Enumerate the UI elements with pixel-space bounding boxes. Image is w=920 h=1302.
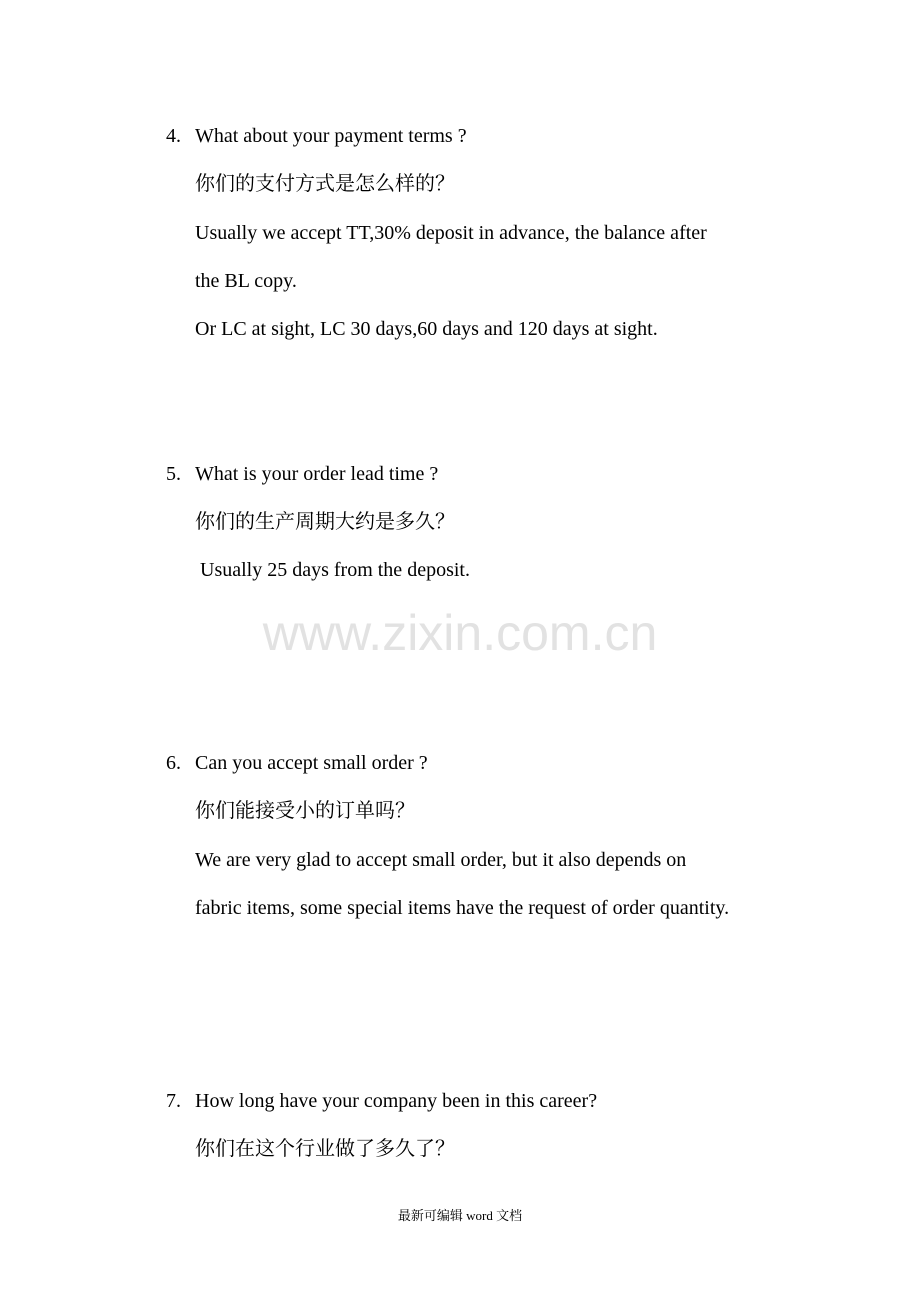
page-footer: 最新可编辑 word 文档	[397, 1208, 523, 1223]
answer-line: fabric items, some special items have the request of order quantity.	[195, 897, 730, 919]
question-text: What is your order lead time ?	[195, 463, 439, 485]
question-text: What about your payment terms ?	[195, 125, 467, 147]
question-number: 7.	[166, 1090, 181, 1112]
answer-line: Usually 25 days from the deposit.	[200, 559, 470, 581]
answer-line: We are very glad to accept small order, but it also depends on	[195, 849, 687, 871]
question-translation: 你们的生产周期大约是多久？	[195, 511, 455, 533]
question-number: 4.	[166, 125, 181, 147]
answer-line: Usually we accept TT,30% deposit in advance, the balance after	[195, 222, 707, 244]
question-translation: 你们能接受小的订单吗？	[195, 800, 415, 822]
question-number: 6.	[166, 752, 181, 774]
question-text: Can you accept small order ?	[195, 752, 428, 774]
question-number: 5.	[166, 463, 181, 485]
question-translation: 你们的支付方式是怎么样的？	[195, 173, 455, 195]
watermark: www.zixin.com.cn	[262, 605, 658, 661]
answer-line: the BL copy.	[195, 270, 297, 292]
question-text: How long have your company been in this career?	[195, 1090, 598, 1112]
question-translation: 你们在这个行业做了多久了？	[195, 1138, 455, 1160]
answer-line: Or LC at sight, LC 30 days,60 days and 120 days at sight.	[195, 318, 658, 340]
